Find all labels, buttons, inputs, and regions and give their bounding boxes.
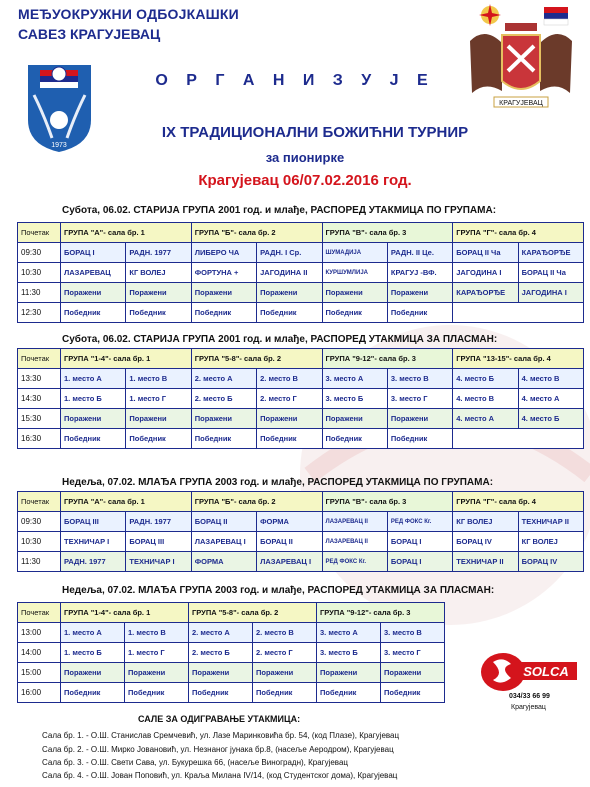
team-cell: 1. место Г <box>125 643 189 663</box>
team-cell: ЈАГОДИНА І <box>453 263 518 283</box>
team-cell: ЛАЗАРЕВАЦ І <box>257 552 322 572</box>
table-row <box>18 623 445 643</box>
team-cell: 1. место А <box>61 369 126 389</box>
team-cell: Победник <box>257 303 322 323</box>
team-cell: 1. место Б <box>61 389 126 409</box>
venues-heading: САЛЕ ЗА ОДИГРАВАЊЕ УТАКМИЦА: <box>138 714 301 724</box>
team-cell: 4. место В <box>518 369 583 389</box>
schedule-table <box>17 491 584 572</box>
team-cell: РЕД ФОКС Кг. <box>322 552 387 572</box>
sponsor-logo <box>475 648 580 716</box>
team-cell: Победник <box>387 429 452 449</box>
group-header: ГРУПА "5-8"- сала бр. 2 <box>189 603 317 623</box>
team-cell: Поражени <box>61 283 126 303</box>
team-cell: ТЕХНИЧАР ІІ <box>518 512 583 532</box>
team-cell: Победник <box>61 303 126 323</box>
schedule-table <box>17 348 584 449</box>
team-cell: 3. место Г <box>387 389 452 409</box>
team-cell: ЈАГОДИНА І <box>518 283 583 303</box>
section-title: Субота, 06.02. СТАРИЈА ГРУПА 2001 год. и млађе, РАСПОРЕД УТАКМИЦА ПО ГРУПАМА: <box>62 205 497 216</box>
team-cell: Победник <box>61 683 125 703</box>
team-cell: 1. место В <box>125 623 189 643</box>
table-row <box>18 552 584 572</box>
team-cell: 3. место В <box>387 369 452 389</box>
team-cell: ФОРТУНА + <box>191 263 256 283</box>
team-cell: Победник <box>191 303 256 323</box>
start-label: Почетак <box>18 349 61 369</box>
team-cell: 2. место В <box>257 369 322 389</box>
team-cell: 4. место А <box>453 409 518 429</box>
team-cell: ЛАЗАРЕВАЦ <box>61 263 126 283</box>
team-cell: РАДН. 1977 <box>126 512 191 532</box>
team-cell: Победник <box>189 683 253 703</box>
group-header: ГРУПА "Г"- сала бр. 4 <box>453 223 584 243</box>
organization-name-line1: МЕЂУОКРУЖНИ ОДБОЈКАШКИ <box>18 6 239 22</box>
sponsor-phone: 034/33 66 99 <box>509 693 550 700</box>
venue-item: Сала бр. 2. - О.Ш. Мирко Јовановић, ул. Незнаног јунака бр.8, (насеље Аеродром), Крагујевац <box>42 745 394 754</box>
group-header: ГРУПА "1-4"- сала бр. 1 <box>61 349 192 369</box>
table-row <box>18 409 584 429</box>
team-cell: Поражени <box>126 409 191 429</box>
team-cell: 3. место А <box>322 369 387 389</box>
team-cell: Поражени <box>387 409 452 429</box>
team-cell: БОРАЦ І <box>387 552 452 572</box>
sponsor-name: SOLCA <box>523 664 569 679</box>
team-cell: Победник <box>253 683 317 703</box>
team-cell: Победник <box>322 303 387 323</box>
group-header: ГРУПА "5-8"- сала бр. 2 <box>191 349 322 369</box>
start-label: Почетак <box>18 492 61 512</box>
team-cell: БОРАЦ ІІ <box>191 512 256 532</box>
team-cell: БОРАЦ ІІ Ча <box>453 243 518 263</box>
team-cell: 1. место Б <box>61 643 125 663</box>
team-cell: 4. место В <box>453 389 518 409</box>
team-cell: Поражени <box>189 663 253 683</box>
team-cell: Победник <box>257 429 322 449</box>
team-cell: 1. место А <box>61 623 125 643</box>
table-row <box>18 243 584 263</box>
team-cell: 3. место А <box>317 623 381 643</box>
team-cell: 3. место В <box>381 623 445 643</box>
organization-name-line2: САВЕЗ КРАГУЈЕВАЦ <box>18 26 161 42</box>
team-cell: РАДН. 1977 <box>61 552 126 572</box>
section-title: Недеља, 07.02. МЛАЂА ГРУПА 2003 год. и млађе, РАСПОРЕД УТАКМИЦА ПО ГРУПАМА: <box>62 477 494 488</box>
table-row <box>18 663 445 683</box>
table-row <box>18 429 584 449</box>
team-cell: Поражени <box>381 663 445 683</box>
team-cell: 2. место Б <box>189 643 253 663</box>
sponsor-city: Крагујевац <box>511 704 546 711</box>
team-cell: Поражени <box>257 283 322 303</box>
table-row <box>18 283 584 303</box>
match-time: 15:00 <box>18 663 61 683</box>
team-cell: ТЕХНИЧАР І <box>126 552 191 572</box>
match-time: 09:30 <box>18 243 61 263</box>
match-time: 16:00 <box>18 683 61 703</box>
team-cell: Победник <box>387 303 452 323</box>
group-header: ГРУПА "1-4"- сала бр. 1 <box>61 603 189 623</box>
table-row <box>18 683 445 703</box>
team-cell: БОРАЦ ІІ Ча <box>518 263 583 283</box>
team-cell: Поражени <box>387 283 452 303</box>
team-cell: 1. место В <box>126 369 191 389</box>
tournament-title: IX ТРАДИЦИОНАЛНИ БОЖИЋНИ ТУРНИР <box>161 124 469 141</box>
group-header: ГРУПА "Б"- сала бр. 2 <box>191 492 322 512</box>
team-cell: 4. место Б <box>518 409 583 429</box>
team-cell: 2. место А <box>191 369 256 389</box>
team-cell: Поражени <box>257 409 322 429</box>
start-label: Почетак <box>18 223 61 243</box>
section-title: Субота, 06.02. СТАРИЈА ГРУПА 2001 год. и млађе, РАСПОРЕД УТАКМИЦА ЗА ПЛАСМАН: <box>62 334 498 345</box>
team-cell: ФОРМА <box>191 552 256 572</box>
team-cell: БОРАЦ І <box>387 532 452 552</box>
group-header: ГРУПА "9-12"- сала бр. 3 <box>322 349 453 369</box>
match-time: 12:30 <box>18 303 61 323</box>
team-cell: КРАГУЈ -ВФ. <box>387 263 452 283</box>
team-cell: ЛАЗАРЕВАЦ ІІ <box>322 512 387 532</box>
team-cell: 2. место В <box>253 623 317 643</box>
team-cell: ТЕХНИЧАР ІІ <box>453 552 518 572</box>
team-cell: 4. место А <box>518 389 583 409</box>
logo-year: 1973 <box>51 142 67 149</box>
organizes-heading: О Р Г А Н И З У Ј Е <box>155 72 435 89</box>
match-time: 14:00 <box>18 643 61 663</box>
team-cell: БОРАЦ IV <box>453 532 518 552</box>
team-cell: ФОРМА <box>257 512 322 532</box>
team-cell: Поражени <box>61 409 126 429</box>
match-time: 09:30 <box>18 512 61 532</box>
team-cell: Поражени <box>317 663 381 683</box>
team-cell: КАРАЂОРЂЕ <box>453 283 518 303</box>
team-cell: 3. место Б <box>322 389 387 409</box>
team-cell: Победник <box>126 429 191 449</box>
venue-item: Сала бр. 3. - О.Ш. Свети Сава, ул. Букурешка 66, (насеље Виноградн), Крагујевац <box>42 758 348 767</box>
team-cell: 2. место Г <box>257 389 322 409</box>
group-header: ГРУПА "9-12"- сала бр. 3 <box>317 603 445 623</box>
team-cell: Поражени <box>322 283 387 303</box>
match-time: 14:30 <box>18 389 61 409</box>
team-cell: РЕД ФОКС Кг. <box>387 512 452 532</box>
group-header: ГРУПА "А"- сала бр. 1 <box>61 223 192 243</box>
team-cell: Победник <box>61 429 126 449</box>
team-cell: БОРАЦ ІІ <box>257 532 322 552</box>
group-header: ГРУПА "В"- сала бр. 3 <box>322 223 453 243</box>
team-cell: ЛИБЕРО ЧА <box>191 243 256 263</box>
team-cell: Поражени <box>126 283 191 303</box>
schedule-table <box>17 222 584 323</box>
team-cell: ТЕХНИЧАР І <box>61 532 126 552</box>
team-cell: РАДН. 1977 <box>126 243 191 263</box>
group-header: ГРУПА "Г"- сала бр. 4 <box>453 492 584 512</box>
team-cell: ШУМАДИЈА <box>322 243 387 263</box>
venue-item: Сала бр. 1. - О.Ш. Станислав Сремчевић, ул. Лазе Маринковића бр. 54, (код Плазе), Крагујевац <box>42 731 400 740</box>
tournament-place-date: Крагујевац 06/07.02.2016 год. <box>198 172 412 189</box>
team-cell: 4. место Б <box>453 369 518 389</box>
team-cell: 2. место А <box>189 623 253 643</box>
schedule-table <box>17 602 445 703</box>
team-cell: ЈАГОДИНА ІІ <box>257 263 322 283</box>
team-cell: КАРАЂОРЂЕ <box>518 243 583 263</box>
team-cell: БОРАЦ ІІІ <box>126 532 191 552</box>
team-cell: 2. место Б <box>191 389 256 409</box>
team-cell: 3. место Г <box>381 643 445 663</box>
city-coat-of-arms <box>460 1 582 119</box>
coat-caption: КРАГУЈЕВАЦ <box>499 100 543 107</box>
match-time: 10:30 <box>18 532 61 552</box>
team-cell: БОРАЦ ІІІ <box>61 512 126 532</box>
team-cell: РАДН. ІІ Це. <box>387 243 452 263</box>
match-time: 13:30 <box>18 369 61 389</box>
match-time: 11:30 <box>18 283 61 303</box>
team-cell: КУРШУМЛИЈА <box>322 263 387 283</box>
empty-cell <box>453 303 584 323</box>
team-cell: Поражени <box>191 283 256 303</box>
match-time: 15:30 <box>18 409 61 429</box>
team-cell: Поражени <box>322 409 387 429</box>
team-cell: Победник <box>317 683 381 703</box>
sponsor-emblem-icon <box>475 648 580 694</box>
table-row <box>18 389 584 409</box>
team-cell: Поражени <box>61 663 125 683</box>
section-title: Недеља, 07.02. МЛАЂА ГРУПА 2003 год. и млађе, РАСПОРЕД УТАКМИЦА ЗА ПЛАСМАН: <box>62 585 495 596</box>
match-time: 13:00 <box>18 623 61 643</box>
group-header: ГРУПА "А"- сала бр. 1 <box>61 492 192 512</box>
table-row <box>18 512 584 532</box>
match-time: 10:30 <box>18 263 61 283</box>
team-cell: 3. место Б <box>317 643 381 663</box>
match-time: 16:30 <box>18 429 61 449</box>
start-label: Почетак <box>18 603 61 623</box>
team-cell: 1. место Г <box>126 389 191 409</box>
team-cell: Победник <box>126 303 191 323</box>
table-row <box>18 643 445 663</box>
team-cell: ЛАЗАРЕВАЦ ІІ <box>322 532 387 552</box>
team-cell: БОРАЦ IV <box>518 552 583 572</box>
group-header: ГРУПА "В"- сала бр. 3 <box>322 492 453 512</box>
table-row <box>18 303 584 323</box>
match-time: 11:30 <box>18 552 61 572</box>
team-cell: Поражени <box>191 409 256 429</box>
team-cell: КГ ВОЛЕЈ <box>453 512 518 532</box>
team-cell: Победник <box>125 683 189 703</box>
table-row <box>18 263 584 283</box>
team-cell: Поражени <box>253 663 317 683</box>
table-row <box>18 532 584 552</box>
team-cell: КГ ВОЛЕЈ <box>126 263 191 283</box>
team-cell: РАДН. І Ср. <box>257 243 322 263</box>
team-cell: КГ ВОЛЕЈ <box>518 532 583 552</box>
table-row <box>18 369 584 389</box>
team-cell: Поражени <box>125 663 189 683</box>
venue-item: Сала бр. 4. - О.Ш. Јован Поповић, ул. Краља Милана IV/14, (код Студентског дома), Крагујевац <box>42 771 398 780</box>
empty-cell <box>453 429 584 449</box>
tournament-category: за пионирке <box>265 150 345 165</box>
group-header: ГРУПА "Б"- сала бр. 2 <box>191 223 322 243</box>
team-cell: Победник <box>381 683 445 703</box>
team-cell: Победник <box>191 429 256 449</box>
team-cell: ЛАЗАРЕВАЦ І <box>191 532 256 552</box>
team-cell: БОРАЦ І <box>61 243 126 263</box>
team-cell: Победник <box>322 429 387 449</box>
team-cell: 2. место Г <box>253 643 317 663</box>
group-header: ГРУПА "13-15"- сала бр. 4 <box>453 349 584 369</box>
